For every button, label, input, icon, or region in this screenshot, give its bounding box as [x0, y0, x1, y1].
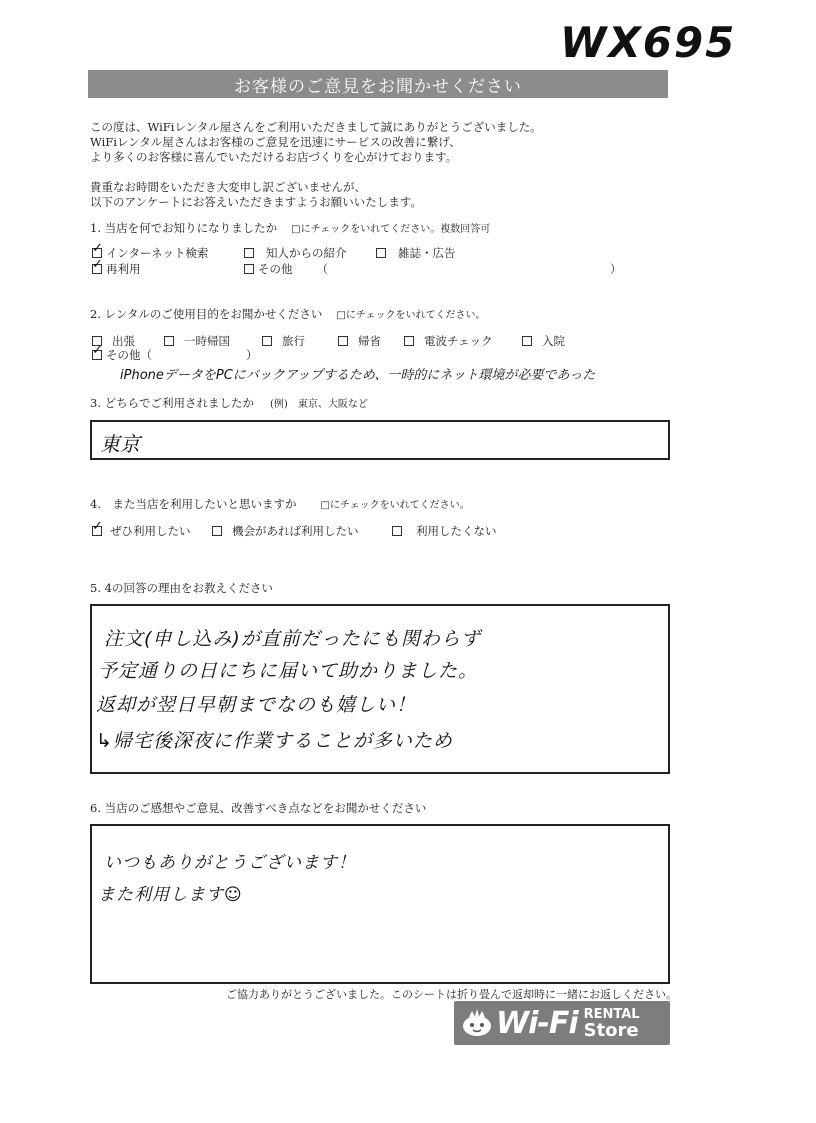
q6-answer-line: いつもありがとうございます！ [104, 853, 356, 873]
q6-question: 6. 当店のご感想やご意見、改善すべき点などをお聞かせください [90, 801, 427, 815]
intro-line: この度は、WiFiレンタル屋さんをご利用いただきまして誠にありがとうございました。 [90, 120, 542, 134]
logo-rental-text: RENTAL [583, 1007, 640, 1022]
q3-answer-box[interactable] [90, 420, 670, 460]
handwritten-code: WX695 [560, 18, 737, 67]
logo-wifi-text: Wi-Fi [496, 1005, 578, 1041]
checkbox-checked[interactable] [92, 526, 102, 536]
q4-option-definitely[interactable]: ✓ ぜひ利用したい [92, 523, 191, 539]
q2-option-signal-check[interactable]: 電波チェック [404, 333, 493, 349]
q4-label: 4. また当店を利用したいと思いますか [90, 497, 297, 511]
checkbox[interactable] [244, 248, 254, 258]
q1-option-referral[interactable]: 知人からの紹介 [244, 245, 347, 261]
q1-note: □にチェックをいれてください。複数回答可 [291, 224, 491, 235]
page-title: お客様のご意見をお聞かせください [88, 70, 668, 98]
q4-note: □にチェックをいれてください。 [320, 500, 470, 511]
q2-label: 2. レンタルのご使用目的をお聞かせください [90, 307, 323, 321]
q3-answer: 東京 [100, 432, 140, 456]
q5-question: 5. 4の回答の理由をお教えください [90, 581, 273, 595]
q1-question [90, 220, 490, 236]
checkbox[interactable] [522, 336, 532, 346]
q2-option-homecoming[interactable]: 帰省 [338, 333, 381, 349]
intro-line [90, 165, 542, 180]
checkbox[interactable] [262, 336, 272, 346]
q4-option-if-chance[interactable]: 機会があれば利用したい [212, 523, 359, 539]
checkbox-checked[interactable] [92, 264, 102, 274]
checkbox[interactable] [164, 336, 174, 346]
intro-line: 貴重なお時間をいただき大変申し訳ございませんが、 [90, 180, 366, 194]
q5-answer-line: 注文(申し込み)が直前だったにも関わらず [104, 628, 481, 650]
intro-line: WiFiレンタル屋さんはお客様のご意見を迅速にサービスの改善に繋げ、 [90, 135, 461, 149]
checkbox[interactable] [404, 336, 414, 346]
q3-example: (例) 東京、大阪など [270, 399, 368, 410]
q3-question [90, 395, 368, 411]
q1-other-close: ） [610, 262, 622, 276]
mascot-icon [460, 1008, 494, 1038]
q2-option-hospital[interactable]: 入院 [522, 333, 565, 349]
q1-option-other[interactable]: その他 （ [244, 261, 328, 277]
q4-question [90, 496, 470, 512]
checkbox[interactable] [244, 264, 254, 274]
q1-option-reuse[interactable]: ✓ 再利用 [92, 261, 141, 277]
checkbox[interactable] [392, 526, 402, 536]
q5-answer-line: ↳帰宅後深夜に作業することが多いため [96, 730, 453, 752]
q1-option-magazine[interactable]: 雑誌・広告 [376, 245, 456, 261]
q5-answer-line: 予定通りの日にちに届いて助かりました。 [98, 660, 479, 682]
q1-label: 1. 当店を何でお知りになりましたか [90, 221, 278, 235]
logo-sub [584, 1007, 640, 1039]
q2-option-business[interactable]: 出張 [92, 333, 135, 349]
logo-store-text: Store [583, 1020, 639, 1041]
q2-option-temp-return[interactable]: 一時帰国 [164, 333, 230, 349]
footer-note: ご協力ありがとうございました。このシートは折り畳んで返却時に一緒にお返しください。 [226, 988, 677, 1001]
q2-note: □にチェックをいれてください。 [336, 310, 486, 321]
q1-option-internet[interactable]: ✓ インターネット検索 [92, 245, 208, 261]
intro-line: より多くのお客様に喜んでいただけるお店づくりを心がけております。 [90, 150, 458, 164]
checkbox[interactable] [212, 526, 222, 536]
q3-label: 3. どちらでご利用されましたか [90, 396, 255, 410]
q5-answer-line: 返却が翌日早朝までなのも嬉しい！ [96, 694, 417, 716]
checkbox-checked[interactable] [92, 350, 102, 360]
q6-answer-box[interactable] [90, 824, 670, 984]
q2-option-travel[interactable]: 旅行 [262, 333, 305, 349]
q4-option-no[interactable]: 利用したくない [392, 523, 497, 539]
q2-handwritten-other: iPhoneデータをPCにバックアップするため、一時的にネット環境が必要であった [120, 368, 596, 383]
intro-text [90, 120, 542, 210]
checkbox[interactable] [338, 336, 348, 346]
q6-answer-line: また利用します☺ [98, 885, 243, 905]
checkbox[interactable] [376, 248, 386, 258]
q2-question [90, 306, 486, 322]
q5-answer-box[interactable] [90, 604, 670, 774]
intro-line: 以下のアンケートにお答えいただきますようお願いいたします。 [90, 195, 422, 209]
wifi-rental-store-logo [454, 1001, 670, 1045]
q2-option-other[interactable]: ✓ その他（ ） [92, 347, 258, 363]
